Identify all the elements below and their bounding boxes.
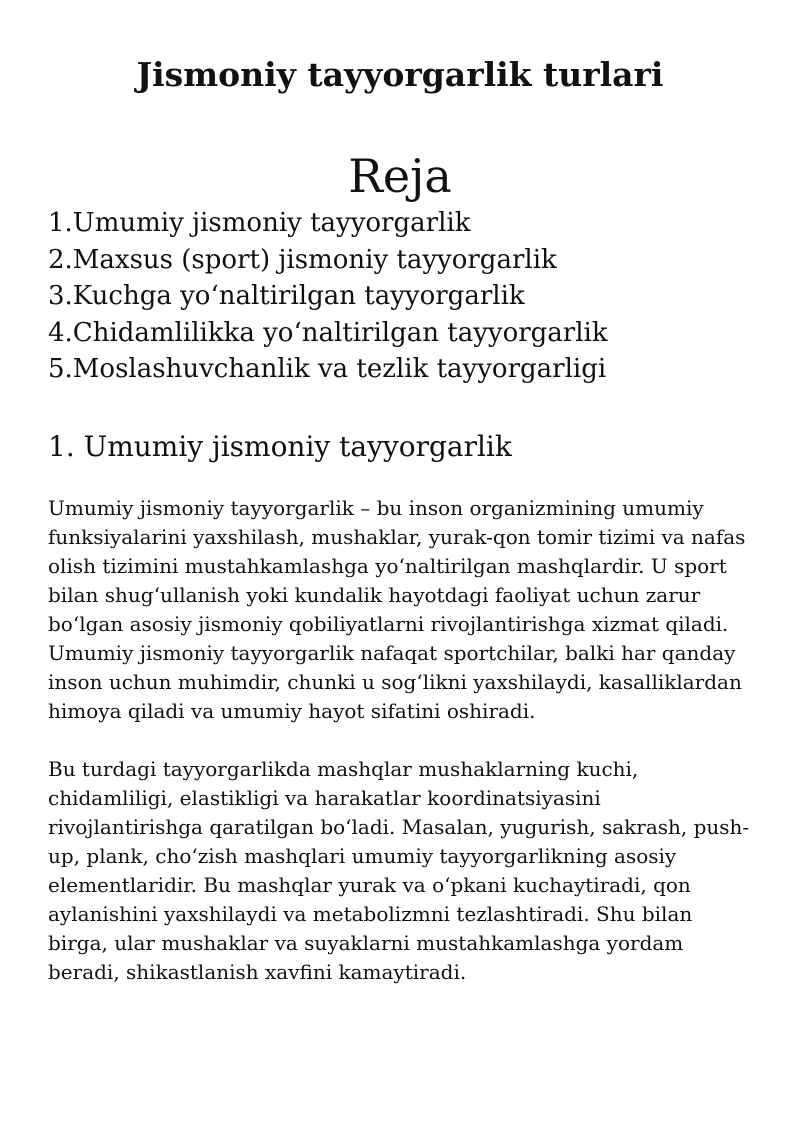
plan-item: 4.Chidamlilikka yo‘naltirilgan tayyorgarlik <box>48 317 608 348</box>
plan-item: 2.Maxsus (sport) jismoniy tayyorgarlik <box>48 244 557 275</box>
section-heading: 1. Umumiy jismoniy tayyorgarlik <box>48 429 512 463</box>
document-title: Jismoniy tayyorgarlik turlari <box>136 55 664 94</box>
body-paragraph: Umumiy jismoniy tayyorgarlik – bu inson organizmining umumiy funksiyalarini yaxshilash, mushaklar, yurak-qon tomir tizimi va nafas olish tizimini mustahkamlashga yo‘naltirilgan mashqlardir. U sport bilan shug‘ullanish yoki kundalik hayotdagi faoliyat uchun zarur bo‘lgan asosiy jismoniy qobiliyatlarni rivojlantirishga xizmat qiladi. Umumiy jismoniy tayyorgarlik nafaqat sportchilar, balki har qanday inson uchun muhimdir, chunki u sog‘likni yaxshilaydi, kasalliklardan himoya qiladi va umumiy hayot sifatini oshiradi. <box>48 495 746 723</box>
plan-heading: Reja <box>348 149 452 203</box>
plan-list <box>48 205 752 388</box>
plan-item: 5.Moslashuvchanlik va tezlik tayyorgarligi <box>48 354 607 384</box>
plan-item: 1.Umumiy jismoniy tayyorgarlik <box>48 208 471 238</box>
body-paragraph: Bu turdagi tayyorgarlikda mashqlar mushaklarning kuchi, chidamliligi, elastikligi va harakatlar koordinatsiyasini rivojlantirishga qaratilgan bo‘ladi. Masalan, yugurish, sakrash, push-up, plank, cho‘zish mashqlari umumiy tayyorgarlikning asosiy elementlaridir. Bu mashqlar yurak va o‘pkani kuchaytiradi, qon aylanishini yaxshilaydi va metabolizmni tezlashtiradi. Shu bilan birga, ular mushaklar va suyaklarni mustahkamlashga yordam beradi, shikastlanish xavfini kamaytiradi. <box>48 756 750 984</box>
plan-item: 3.Kuchga yo‘naltirilgan tayyorgarlik <box>48 281 525 311</box>
